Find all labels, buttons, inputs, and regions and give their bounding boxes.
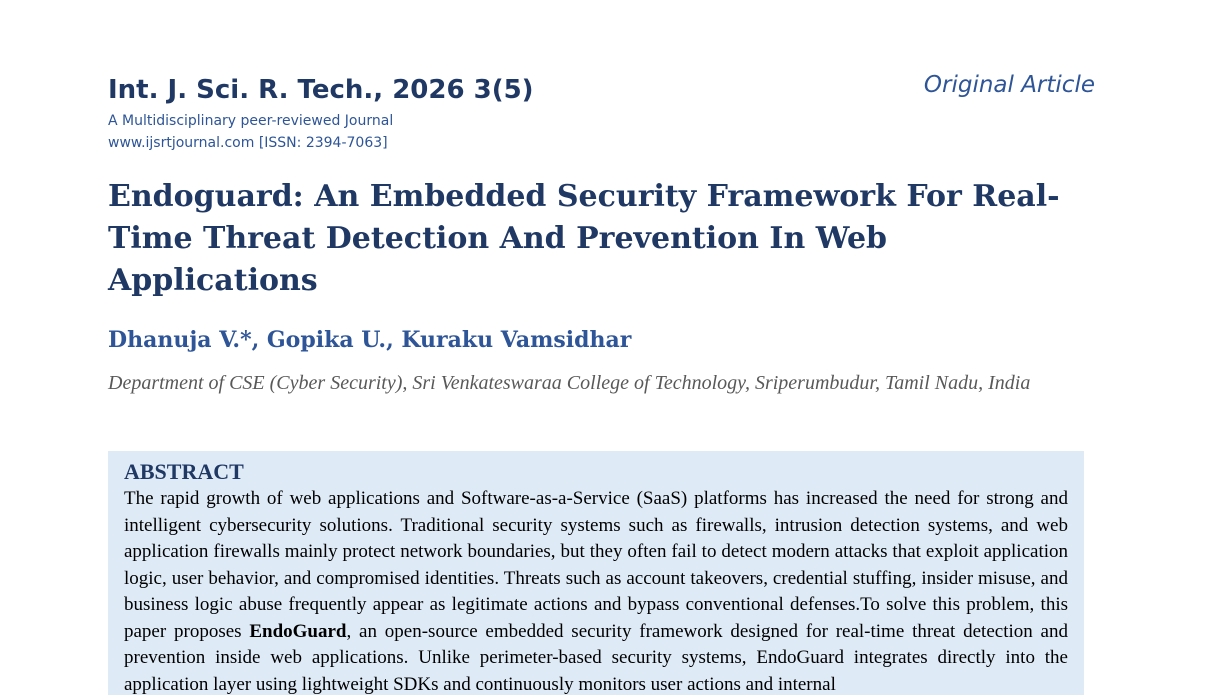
journal-subtitle: A Multidisciplinary peer-reviewed Journal bbox=[108, 113, 394, 129]
journal-website: www.ijsrtjournal.com [ISSN: 2394-7063] bbox=[108, 135, 388, 151]
abstract-text-part1: The rapid growth of web applications and Software-as-a-Service (SaaS) platforms has increased the need for strong and intelligent cybersecurity solutions. Traditional security systems such as firewalls, intrusion detection systems, and web application firewalls mainly protect network boundaries, but they often fail to detect modern attacks that exploit application logic, user behavior, and compromised identities. Threats such as account takeovers, credential stuffing, insider misuse, and business logic abuse frequently appear as legitimate actions and bypass conventional defenses.To solve this problem, this paper proposes bbox=[124, 488, 1068, 642]
abstract-heading: ABSTRACT bbox=[124, 459, 244, 484]
abstract-section bbox=[108, 451, 1084, 695]
journal-title: Int. J. Sci. R. Tech., 2026 3(5) bbox=[108, 75, 534, 105]
author-affiliation: Department of CSE (Cyber Security), Sri Venkateswaraa College of Technology, Sriperumbudur, Tamil Nadu, India bbox=[108, 372, 1031, 394]
abstract-body bbox=[124, 486, 1068, 695]
paper-title: Endoguard: An Embedded Security Framework For Real-Time Threat Detection And Prevention In Web Applications bbox=[108, 179, 1060, 298]
author-list: Dhanuja V.*, Gopika U., Kuraku Vamsidhar bbox=[108, 327, 632, 353]
abstract-framework-name: EndoGuard bbox=[249, 620, 347, 642]
article-type-label: Original Article bbox=[923, 72, 1095, 98]
abstract-text-part2: , an open-source embedded security framework designed for real-time threat detection and prevention inside web applications. Unlike perimeter-based security systems, EndoGuard integrates directly into the application layer using lightweight SDKs and continuously monitors user actions and internal bbox=[124, 620, 1068, 695]
